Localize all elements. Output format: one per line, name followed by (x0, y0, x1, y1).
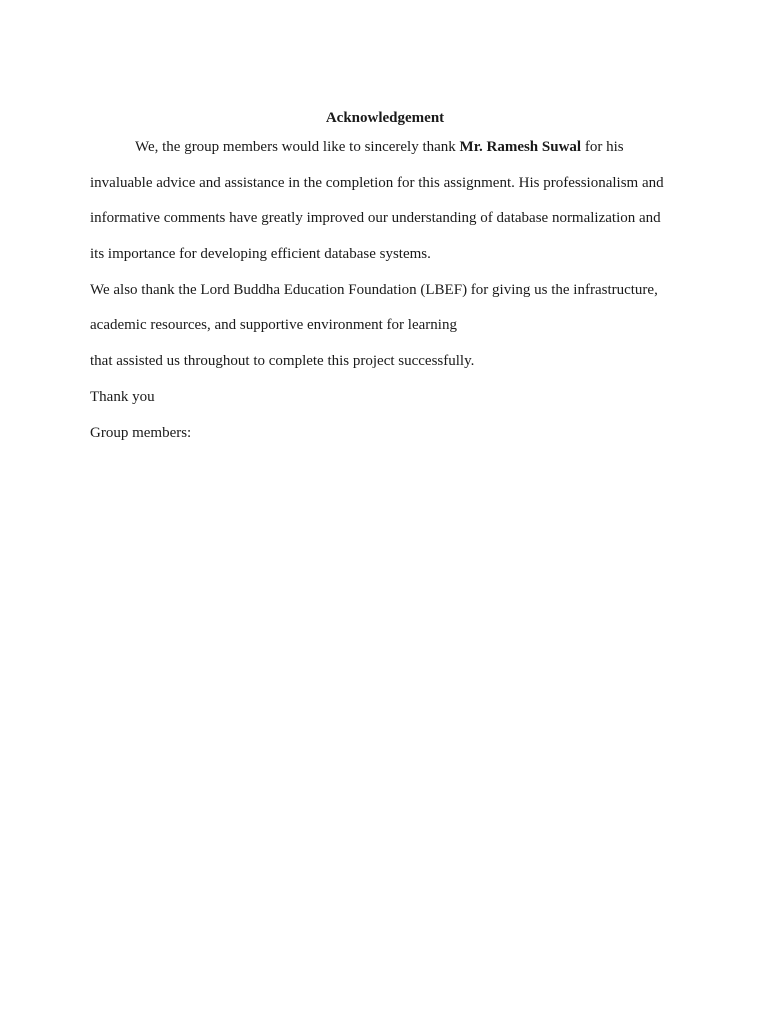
paragraph1-line2: invaluable advice and assistance in the completion for this assignment. His professionalism and (90, 174, 664, 191)
paragraph1-line1 (90, 135, 680, 171)
closing-text: Thank you (90, 388, 155, 405)
paragraph1-line3: informative comments have greatly improved our understanding of database normalization and (90, 210, 661, 227)
document-title: Acknowledgement (325, 110, 445, 126)
document-body (90, 106, 680, 456)
paragraph2-line2: academic resources, and supportive environment for learning (90, 317, 457, 334)
paragraph1-line1-suffix: for his (581, 139, 624, 155)
paragraph1-line4: its importance for developing efficient database systems. (90, 246, 431, 263)
supervisor-name: Mr. Ramesh Suwal (459, 139, 582, 155)
paragraph1-line1-prefix: We, the group members would like to sincerely thank (135, 139, 460, 155)
paragraph2-line3: that assisted us throughout to complete this project successfully. (90, 353, 475, 370)
paragraph2-line1: We also thank the Lord Buddha Education Foundation (LBEF) for giving us the infrastructure, (90, 281, 658, 298)
group-members-label: Group members: (90, 424, 192, 441)
